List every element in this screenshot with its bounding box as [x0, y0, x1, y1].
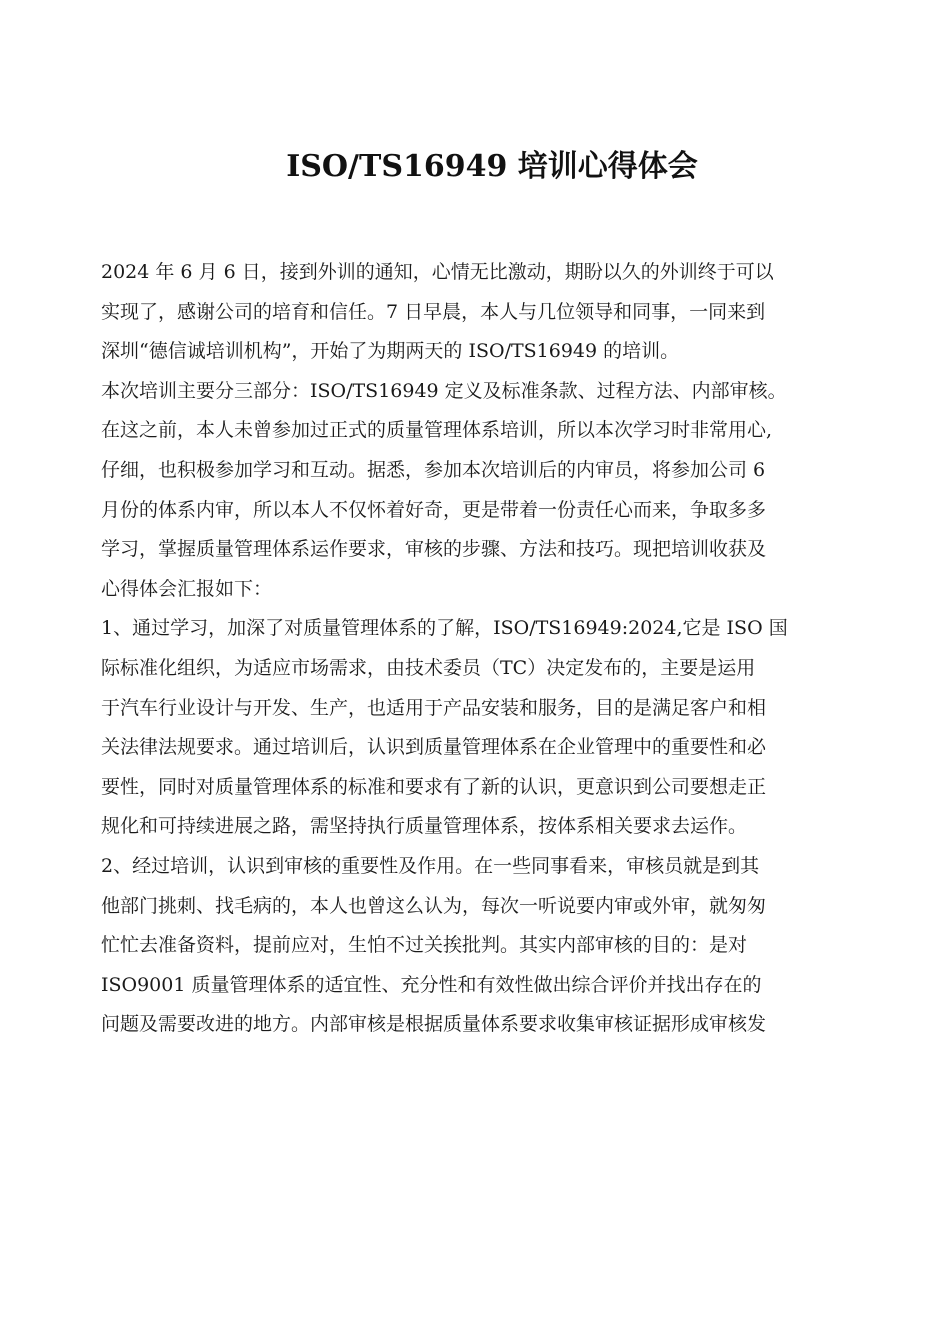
text-line: ISO9001 质量管理体系的适宜性、充分性和有效性做出综合评价并找出存在的: [101, 973, 762, 996]
text-line: 他部门挑刺、找毛病的，本人也曾这么认为，每次一听说要内审或外审，就匆匆: [101, 894, 767, 917]
text-line: 仔细，也积极参加学习和互动。据悉，参加本次培训后的内审员，将参加公司 6: [101, 458, 766, 481]
text-line: 实现了，感谢公司的培育和信任。7 日早晨，本人与几位领导和同事，一同来到: [101, 300, 766, 323]
text-line: 忙忙去准备资料，提前应对，生怕不过关挨批判。其实内部审核的目的：是对: [101, 934, 748, 957]
text-line: 深圳“德信诚培训机构”，开始了为期两天的 ISO/TS16949 的培训。: [101, 340, 680, 363]
text-line: 在这之前，本人未曾参加过正式的质量管理体系培训，所以本次学习时非常用心,: [101, 419, 773, 442]
text-line: 月份的体系内审，所以本人不仅怀着好奇，更是带着一份责任心而来，争取多多: [101, 498, 767, 521]
text-line: 要性，同时对质量管理体系的标准和要求有了新的认识，更意识到公司要想走正: [101, 775, 767, 798]
text-line: 2024 年 6 月 6 日，接到外训的通知，心情无比激动，期盼以久的外训终于可以: [101, 261, 774, 283]
text-line: 学习，掌握质量管理体系运作要求，审核的步骤、方法和技巧。现把培训收获及: [101, 538, 767, 561]
text-line: 问题及需要改进的地方。内部审核是根据质量体系要求收集审核证据形成审核发: [101, 1013, 767, 1036]
text-line: 关法律法规要求。通过培训后，认识到质量管理体系在企业管理中的重要性和必: [101, 736, 767, 759]
text-line: 心得体会汇报如下：: [101, 577, 273, 600]
document-body: [101, 253, 901, 1045]
text-line: 于汽车行业设计与开发、生产，也适用于产品安装和服务，目的是满足客户和相: [101, 696, 767, 719]
text-line: 1、通过学习，加深了对质量管理体系的了解，ISO/TS16949:2024,它是 ISO 国: [101, 617, 788, 640]
text-line: 际标准化组织，为适应市场需求，由技术委员（TC）决定发布的，主要是运用: [101, 656, 756, 679]
text-line: 本次培训主要分三部分：ISO/TS16949 定义及标准条款、过程方法、内部审核。: [101, 379, 787, 402]
document-title: ISO/TS16949 培训心得体会: [286, 149, 698, 184]
text-line: 2、经过培训，认识到审核的重要性及作用。在一些同事看来，审核员就是到其: [101, 854, 760, 877]
text-line: 规化和可持续进展之路，需坚持执行质量管理体系，按体系相关要求去运作。: [101, 815, 748, 838]
